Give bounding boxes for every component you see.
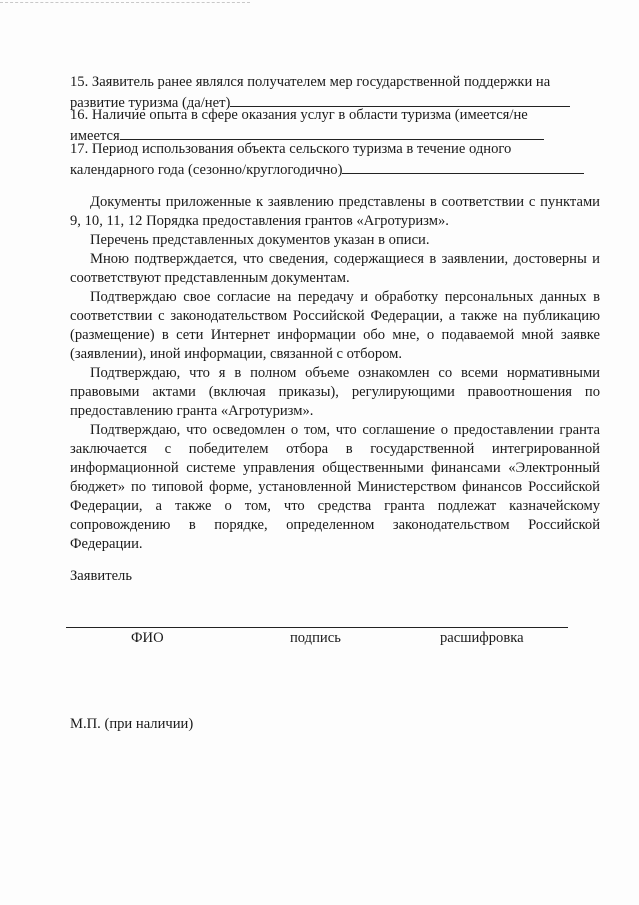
- item-15-line-2-text: развитие туризма (да/нет): [70, 95, 231, 111]
- paragraph-accuracy: Мною подтверждается, что сведения, содержащиеся в заявлении, достоверны и соответствуют представленным документам.: [70, 251, 600, 286]
- declarations-block: [70, 193, 600, 554]
- item-16-answer-blank[interactable]: [120, 125, 544, 140]
- item-15-answer-blank[interactable]: [230, 92, 570, 107]
- paragraph-personal-data: Подтверждаю свое согласие на передачу и обработку персональных данных в соответствии с законодательством Российской Федерации, а также на публикацию (размещение) в сети Интернет информации обо мне, о подаваемой мной заявке (заявлении), иной информации, связанной с отбором.: [70, 289, 600, 362]
- item-17-answer-blank[interactable]: [342, 159, 584, 174]
- caption-signature: подпись: [290, 630, 341, 646]
- paragraph-documents: Документы приложенные к заявлению представлены в соответствии с пунктами 9, 10, 11, 12 Порядка предоставления грантов «Агротуризм».: [70, 194, 600, 229]
- item-15-line-1: 15. Заявитель ранее являлся получателем мер государственной поддержки на: [70, 74, 551, 90]
- caption-decoding: расшифровка: [440, 630, 524, 646]
- paragraph-acquainted: Подтверждаю, что я в полном объеме ознакомлен со всеми нормативными правовыми актами (включая приказы), регулирующими правоотношения по предоставлению гранта «Агротуризм».: [70, 365, 600, 419]
- item-17-line-1: 17. Период использования объекта сельского туризма в течение одного: [70, 141, 512, 157]
- signature-line[interactable]: [66, 627, 568, 628]
- applicant-label: Заявитель: [70, 568, 132, 584]
- paragraph-agreement: Подтверждаю, что осведомлен о том, что соглашение о предоставлении гранта заключается с победителем отбора в государственной интегрированной информационной системе управления общественными финансами «Электронный бюджет» по типовой форме, установленной Министерством финансов Российской Федерации, а также о том, что средства гранта подлежат казначейскому сопровождению в порядке, определенном законодательством Российской Федерации.: [70, 422, 600, 552]
- stamp-place-label: М.П. (при наличии): [70, 716, 194, 732]
- item-16-line-1: 16. Наличие опыта в сфере оказания услуг в области туризма (имеется/не: [70, 107, 528, 123]
- caption-fio: ФИО: [131, 630, 164, 646]
- item-17-line-2: [70, 159, 600, 180]
- item-16-line-2-text: имеется: [70, 128, 120, 144]
- item-17-line-2-text: календарного года (сезонно/круглогодично): [70, 162, 343, 178]
- scan-edge-mark: [0, 2, 250, 3]
- paragraph-inventory: Перечень представленных документов указан в описи.: [90, 232, 430, 248]
- item-17: [70, 140, 600, 180]
